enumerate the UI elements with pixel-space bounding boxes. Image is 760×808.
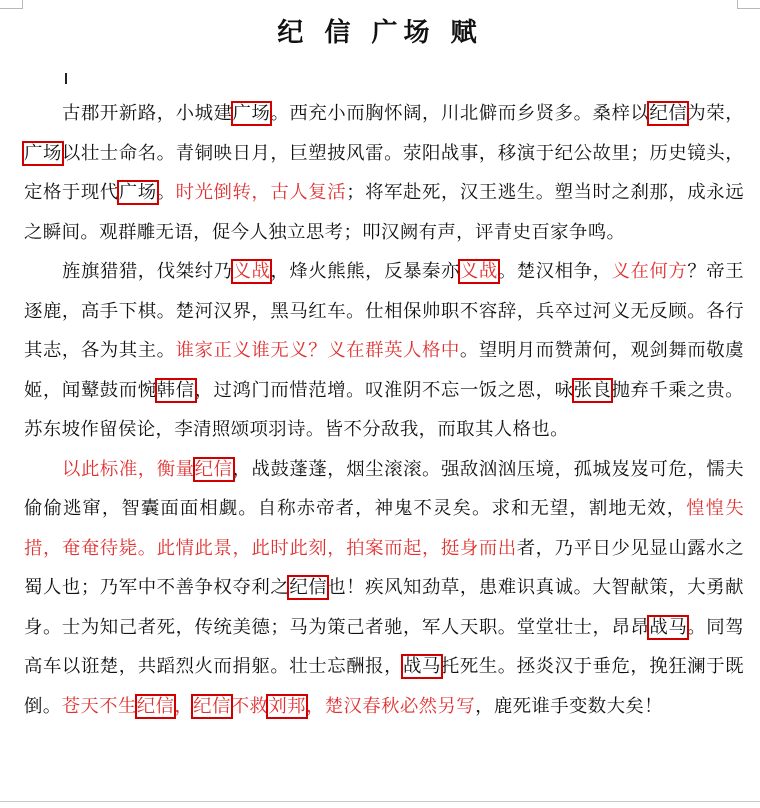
red-emphasis-text: 义在何方 [611, 261, 688, 282]
red-emphasis-text: 以此标准，衡量 [62, 458, 195, 480]
page-corner-mark-left [0, 0, 23, 9]
highlighted-keyword: 刘邦 [268, 695, 306, 717]
text-run: 。 [156, 182, 176, 203]
highlighted-keyword: 义战 [232, 261, 271, 282]
text-run: ，烽火熊熊，反暴秦亦 [270, 261, 460, 282]
text-run: ；将军赴死，汉王逃生。塑当时之刹那，成永远之瞬间。观群雕无语，促今人独立思考；叩汉阙有声，评青史百家争鸣。 [24, 182, 744, 243]
text-run: 古郡开新路，小城建 [62, 103, 233, 124]
text-run: 旌旗猎猎，伐桀纣乃 [62, 261, 233, 282]
red-emphasis-text: ， [174, 695, 194, 717]
paragraph-2 [24, 252, 744, 450]
text-run: 。西充小而胸怀阔，川北僻而乡贤多。桑梓以 [270, 103, 650, 124]
paragraph-3 [24, 450, 744, 727]
highlighted-keyword: 义战 [459, 261, 498, 282]
highlighted-keyword: 张良 [573, 379, 612, 401]
highlighted-keyword: 广场 [118, 182, 157, 203]
text-run: 抛弃千乘之贵。苏东坡作留侯论，李清照颂项羽诗。皆不分敌我，而取其人格也。 [24, 379, 744, 440]
text-cursor [65, 73, 67, 84]
red-emphasis-text: 惶惶失措，奄奄待毙。此情此景，此时此刻，拍案而起，挺身而出 [24, 498, 744, 559]
text-run: 也！疾风知劲草，患难识真诚。大智献策，大勇献身。士为知己者死，传统美德；马为策己者驰，军人天职。堂堂壮士，昂昂 [24, 577, 744, 638]
paragraph-1 [24, 94, 744, 252]
highlighted-keyword: 广场 [24, 142, 62, 164]
page-corner-mark-right [737, 0, 760, 9]
text-run: ，战鼓蓬蓬，烟尘滚滚。强敌汹汹压境，孤城岌岌可危，懦夫偷偷逃窜，智囊面面相觑。自称赤帝者，神鬼不灵矣。求和无望，割地无效， [24, 458, 744, 519]
red-emphasis-text: 苍天不生 [61, 695, 137, 717]
red-emphasis-text: 时光倒转，古人复活 [175, 182, 347, 203]
highlighted-keyword: 纪信 [136, 695, 175, 717]
text-run: 。同驾高车以诳楚，共蹈烈火而捐躯。壮士忘酬报， [24, 616, 744, 677]
text-run: ，过鸿门而惜范增。叹淮阴不忘一饭之恩，咏 [194, 379, 574, 401]
red-emphasis-text: 谁家正义谁无义？义在群英人格中 [175, 340, 460, 361]
text-run: 托死生。拯炎汉于垂危，挽狂澜于既倒。 [24, 656, 744, 717]
text-run: 者，乃平日少见显山露水之蜀人也；乃军中不善争权夺利之 [24, 537, 744, 598]
highlighted-keyword: 广场 [232, 103, 271, 124]
text-run: ？帝王逐鹿，高手下棋。楚河汉界，黑马红车。仕相保帅职不容辞，兵卒过河义无反顾。各行其志，各为其主。 [24, 261, 744, 361]
text-run: 。望明月而赞萧何，观剑舞而敬虞姬，闻鼙鼓而惋 [24, 340, 744, 401]
page-bottom-border [0, 801, 760, 802]
highlighted-keyword: 纪信 [289, 577, 328, 598]
document-title: 纪 信 广场 赋 [277, 18, 483, 48]
red-emphasis-text: 不救 [230, 695, 269, 717]
highlighted-keyword: 纪信 [194, 458, 233, 480]
highlighted-keyword: 纪信 [649, 103, 688, 124]
document-body[interactable] [24, 94, 744, 726]
highlighted-keyword: 纪信 [193, 695, 231, 717]
highlighted-keyword: 战马 [403, 656, 441, 677]
red-emphasis-text: ，楚汉春秋必然另写 [305, 695, 476, 717]
highlighted-keyword: 韩信 [156, 379, 195, 401]
text-run: 以壮士命名。青铜映日月，巨塑披风雷。荥阳战事，移演于纪公故里；历史镜头，定格于现代 [24, 142, 744, 203]
text-run: 。楚汉相争， [497, 261, 612, 282]
text-run: 为荣， [687, 103, 744, 124]
text-run: ，鹿死谁手变数大矣！ [475, 695, 663, 717]
highlighted-keyword: 战马 [649, 616, 688, 638]
